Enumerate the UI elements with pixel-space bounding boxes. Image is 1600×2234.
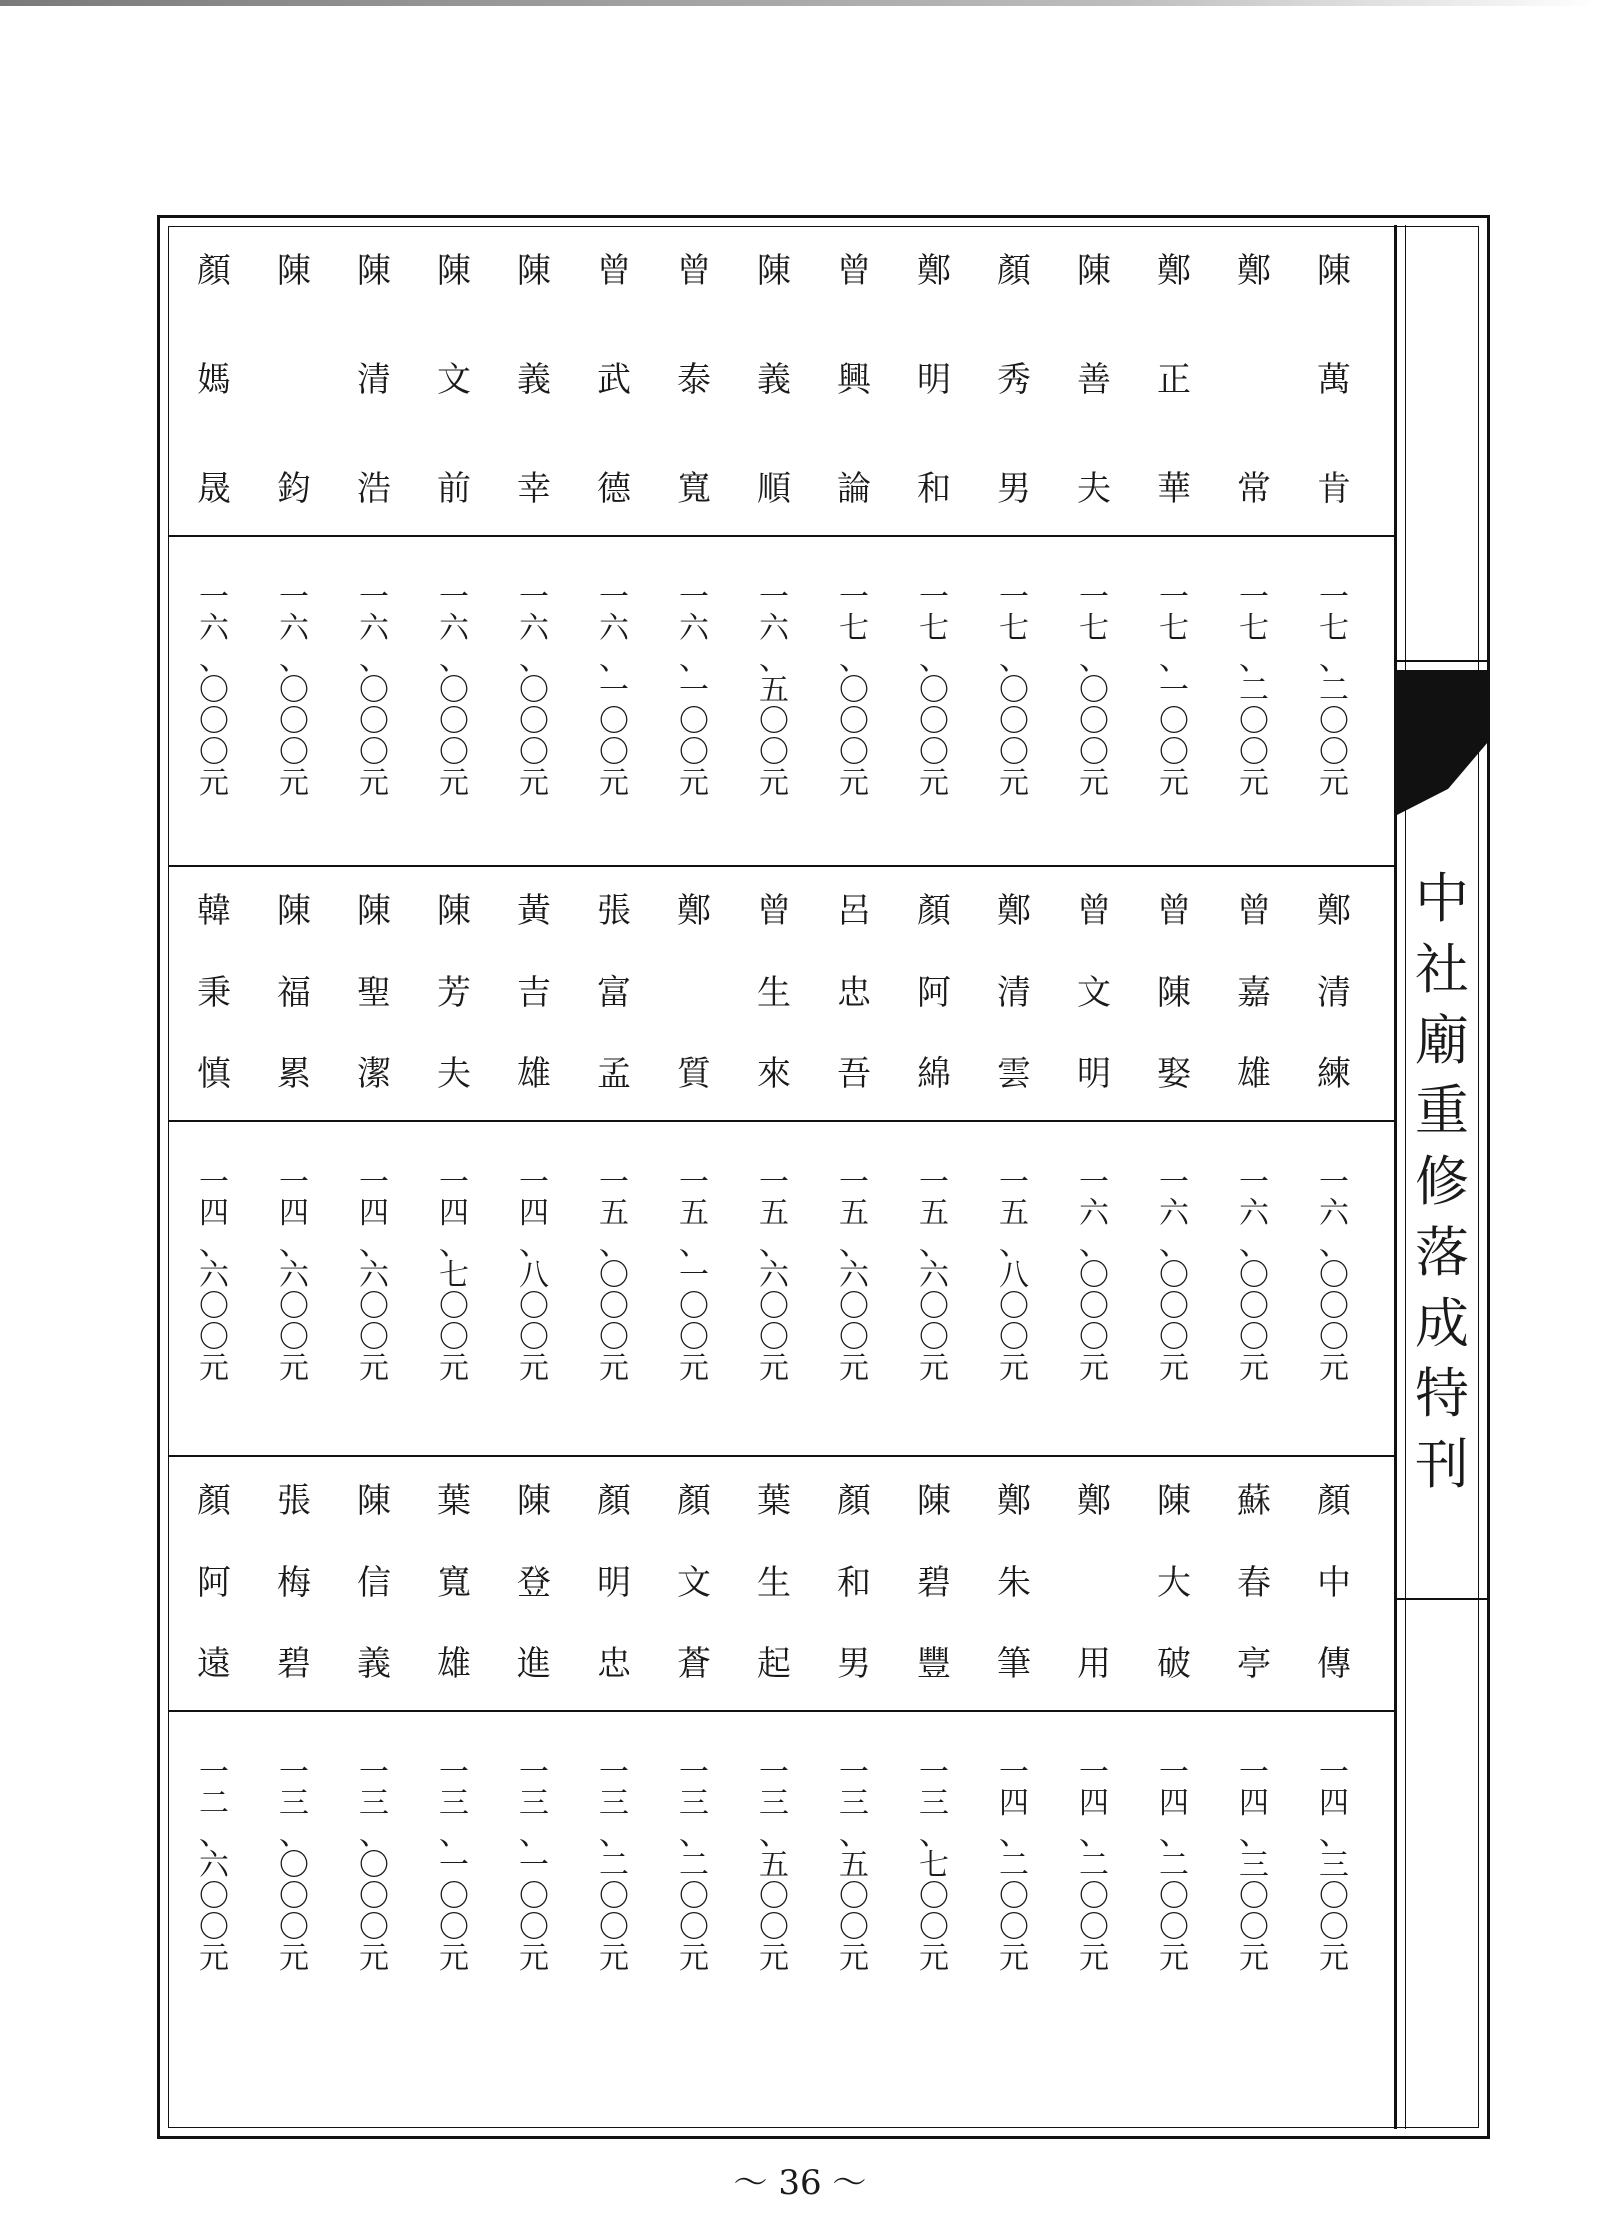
side-title — [1404, 867, 1480, 1496]
side-title-char: 修 — [1415, 1150, 1469, 1213]
donation-amount: 一 三 、 〇 〇 〇 元 — [359, 1755, 389, 1976]
amounts-row — [168, 1710, 1394, 2129]
names-row — [168, 865, 1394, 1122]
amounts-row — [168, 1120, 1394, 1457]
donor-name: 呂 忠 吾 — [837, 891, 871, 1094]
donor-name: 陳 義 順 — [757, 251, 791, 509]
donor-name: 陳 碧 豐 — [917, 1481, 951, 1684]
donor-name: 葉 寬 雄 — [437, 1481, 471, 1684]
donor-name: 陳 文 前 — [437, 251, 471, 509]
donation-amount: 一 六 、 一 〇 〇 元 — [679, 580, 709, 801]
donor-name: 鄭 正 華 — [1157, 251, 1191, 509]
donation-amount: 一 四 、 三 〇 〇 元 — [1239, 1755, 1269, 1976]
donor-name: 曾 陳 娶 — [1157, 891, 1191, 1094]
donor-name: 張 梅 碧 — [277, 1481, 311, 1684]
donation-amount: 一 七 、 〇 〇 〇 元 — [839, 580, 869, 801]
names-row — [168, 225, 1394, 537]
donor-name: 曾 泰 寬 — [677, 251, 711, 509]
donation-amount: 一 五 、 六 〇 〇 元 — [759, 1165, 789, 1386]
donation-amount: 一 四 、 三 〇 〇 元 — [1319, 1755, 1349, 1976]
donation-amount: 一 七 、 二 〇 〇 元 — [1239, 580, 1269, 801]
donation-amount: 一 六 、 〇 〇 〇 元 — [519, 580, 549, 801]
donation-amount: 一 七 、 〇 〇 〇 元 — [999, 580, 1029, 801]
donation-amount: 一 二 、 六 〇 〇 元 — [199, 1755, 229, 1976]
side-title-char: 廟 — [1415, 1008, 1469, 1072]
donor-name: 鄭 清 練 — [1317, 891, 1351, 1094]
donation-amount: 一 六 、 〇 〇 〇 元 — [1159, 1165, 1189, 1386]
donor-name: 曾 生 來 — [757, 891, 791, 1094]
donation-amount: 一 三 、 一 〇 〇 元 — [519, 1755, 549, 1976]
donation-amount: 一 五 、 六 〇 〇 元 — [839, 1165, 869, 1386]
side-title-char: 重 — [1415, 1079, 1469, 1143]
donor-name: 鄭 用 — [1077, 1481, 1111, 1684]
side-divider-top — [1394, 660, 1490, 662]
donor-name: 陳 芳 夫 — [437, 891, 471, 1094]
donation-amount: 一 六 、 〇 〇 〇 元 — [1079, 1165, 1109, 1386]
donor-name: 曾 嘉 雄 — [1237, 891, 1271, 1094]
donor-name: 顏 阿 遠 — [197, 1481, 231, 1684]
donor-name: 陳 登 進 — [517, 1481, 551, 1684]
page-number: ～ 36 ～ — [733, 2163, 867, 2203]
donation-amount: 一 三 、 二 〇 〇 元 — [599, 1755, 629, 1976]
donor-name: 顏 文 蒼 — [677, 1481, 711, 1684]
donation-amount: 一 六 、 〇 〇 〇 元 — [359, 580, 389, 801]
donor-name: 黃 吉 雄 — [517, 891, 551, 1094]
donor-name: 鄭 朱 筆 — [997, 1481, 1031, 1684]
donor-name: 陳 聖 潔 — [357, 891, 391, 1094]
donation-amount: 一 三 、 七 〇 〇 元 — [919, 1755, 949, 1976]
donation-amount: 一 五 、 八 〇 〇 元 — [999, 1165, 1029, 1386]
donation-amount: 一 六 、 〇 〇 〇 元 — [439, 580, 469, 801]
donor-name: 顏 媽 晟 — [197, 251, 231, 509]
donor-name: 顏 和 男 — [837, 1481, 871, 1684]
donor-name: 鄭 清 雲 — [997, 891, 1031, 1094]
donation-amount: 一 三 、 五 〇 〇 元 — [839, 1755, 869, 1976]
donor-name: 顏 阿 綿 — [917, 891, 951, 1094]
donation-amount: 一 四 、 七 〇 〇 元 — [439, 1165, 469, 1386]
donor-name: 鄭 明 和 — [917, 251, 951, 509]
donation-amount: 一 六 、 〇 〇 〇 元 — [199, 580, 229, 801]
donor-name: 葉 生 起 — [757, 1481, 791, 1684]
side-title-char: 成 — [1415, 1291, 1469, 1355]
donation-amount: 一 七 、 一 〇 〇 元 — [1159, 580, 1189, 801]
donation-amount: 一 七 、 〇 〇 〇 元 — [919, 580, 949, 801]
donor-name: 陳 鈞 — [277, 251, 311, 509]
donor-name: 蘇 春 亭 — [1237, 1481, 1271, 1684]
donor-name: 鄭 質 — [677, 891, 711, 1094]
donation-amount: 一 三 、 一 〇 〇 元 — [439, 1755, 469, 1976]
donor-name: 曾 武 德 — [597, 251, 631, 509]
donation-amount: 一 六 、 一 〇 〇 元 — [599, 580, 629, 801]
donor-table — [168, 225, 1394, 2129]
donor-name: 曾 文 明 — [1077, 891, 1111, 1094]
donation-amount: 一 六 、 五 〇 〇 元 — [759, 580, 789, 801]
donation-amount: 一 七 、 二 〇 〇 元 — [1319, 580, 1349, 801]
donation-amount: 一 四 、 二 〇 〇 元 — [999, 1755, 1029, 1976]
donation-amount: 一 五 、 六 〇 〇 元 — [919, 1165, 949, 1386]
donation-amount: 一 五 、 〇 〇 〇 元 — [599, 1165, 629, 1386]
donor-name: 鄭 常 — [1237, 251, 1271, 509]
donation-amount: 一 四 、 六 〇 〇 元 — [359, 1165, 389, 1386]
donation-amount: 一 四 、 二 〇 〇 元 — [1079, 1755, 1109, 1976]
donor-name: 曾 興 論 — [837, 251, 871, 509]
donor-name: 陳 大 破 — [1157, 1481, 1191, 1684]
donation-amount: 一 六 、 〇 〇 〇 元 — [1319, 1165, 1349, 1386]
donor-name: 陳 義 幸 — [517, 251, 551, 509]
donation-amount: 一 七 、 〇 〇 〇 元 — [1079, 580, 1109, 801]
side-title-char: 刊 — [1415, 1433, 1469, 1496]
donation-amount: 一 四 、 六 〇 〇 元 — [199, 1165, 229, 1386]
donor-name: 陳 信 義 — [357, 1481, 391, 1684]
side-title-char: 落 — [1415, 1220, 1469, 1284]
donation-amount: 一 五 、 一 〇 〇 元 — [679, 1165, 709, 1386]
donor-name: 顏 明 忠 — [597, 1481, 631, 1684]
side-title-char: 中 — [1415, 867, 1469, 930]
donor-name: 顏 秀 男 — [997, 251, 1031, 509]
donation-amount: 一 六 、 〇 〇 〇 元 — [1239, 1165, 1269, 1386]
donor-name: 韓 秉 慎 — [197, 891, 231, 1094]
donation-amount: 一 四 、 八 〇 〇 元 — [519, 1165, 549, 1386]
donation-amount: 一 四 、 二 〇 〇 元 — [1159, 1755, 1189, 1976]
side-divider-bottom — [1394, 1598, 1490, 1600]
names-row — [168, 1455, 1394, 1712]
scan-edge — [0, 0, 1600, 6]
donor-name: 陳 善 夫 — [1077, 251, 1111, 509]
amounts-row — [168, 535, 1394, 867]
donor-name: 顏 中 傳 — [1317, 1481, 1351, 1684]
side-title-char: 特 — [1415, 1362, 1469, 1426]
donation-amount: 一 六 、 〇 〇 〇 元 — [279, 580, 309, 801]
donor-name: 張 富 孟 — [597, 891, 631, 1094]
donation-amount: 一 三 、 二 〇 〇 元 — [679, 1755, 709, 1976]
side-title-char: 社 — [1415, 937, 1469, 1001]
donation-amount: 一 三 、 〇 〇 〇 元 — [279, 1755, 309, 1976]
donation-amount: 一 四 、 六 〇 〇 元 — [279, 1165, 309, 1386]
donor-name: 陳 清 浩 — [357, 251, 391, 509]
donor-name: 陳 萬 肯 — [1317, 251, 1351, 509]
donation-amount: 一 三 、 五 〇 〇 元 — [759, 1755, 789, 1976]
donor-name: 陳 福 累 — [277, 891, 311, 1094]
